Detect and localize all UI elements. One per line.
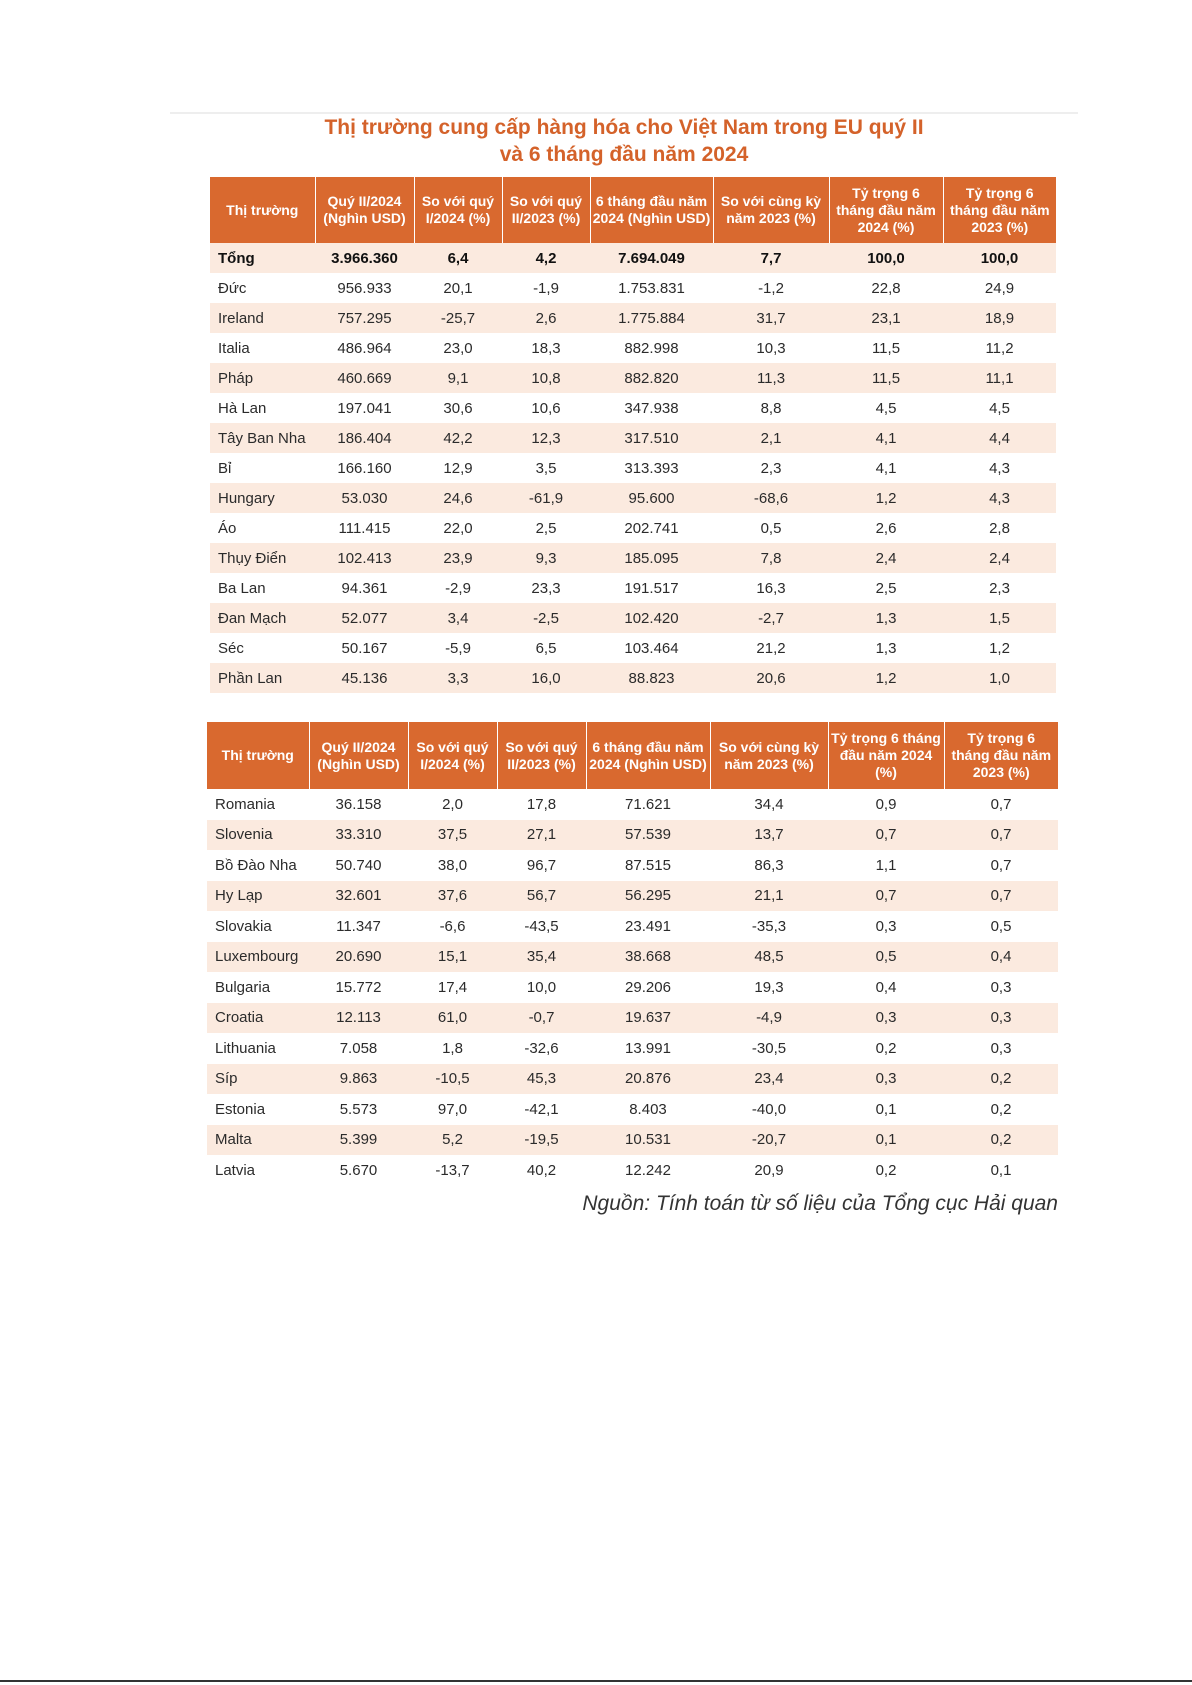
table-row — [210, 663, 1056, 693]
value-cell: 111.415 — [338, 519, 391, 537]
value-cell: 10,8 — [502, 363, 590, 393]
value-cell: 33.310 — [309, 820, 408, 851]
value-cell: 0,3 — [990, 1039, 1012, 1057]
table-row — [207, 1064, 1058, 1095]
value-cell: 42,2 — [414, 423, 502, 453]
value-cell: 8,8 — [760, 399, 782, 417]
value-cell: 36.158 — [335, 795, 382, 813]
market-name-cell: Slovenia — [207, 820, 309, 851]
value-cell: 11.347 — [336, 917, 381, 935]
value-cell: 1,2 — [829, 483, 943, 513]
value-cell: 5.573 — [339, 1100, 378, 1118]
value-cell: 13,7 — [710, 820, 828, 851]
table-row — [210, 633, 1056, 663]
col-header-vs-same-period-2023: So với cùng kỳ năm 2023 (%) — [713, 177, 829, 243]
value-cell: 35,4 — [497, 942, 586, 973]
market-name-cell: Áo — [218, 519, 237, 537]
value-cell: 4,4 — [943, 423, 1056, 453]
value-cell: -2,7 — [713, 603, 829, 633]
value-cell: 32.601 — [309, 881, 408, 912]
value-cell: 0,5 — [990, 917, 1012, 935]
value-cell: -5,9 — [445, 639, 471, 657]
value-cell: 21,1 — [710, 881, 828, 912]
value-cell: 53.030 — [315, 483, 414, 513]
table-row — [207, 850, 1058, 881]
value-cell: 757.295 — [315, 303, 414, 333]
value-cell: 2,3 — [989, 579, 1010, 597]
title-line-1: Thị trường cung cấp hàng hóa cho Việt Nam trong EU quý II — [324, 116, 924, 139]
value-cell: 20,9 — [754, 1161, 784, 1179]
value-cell: 29.206 — [625, 978, 671, 996]
value-cell: 5.670 — [339, 1161, 378, 1179]
col-header-share-2024: Tỷ trọng 6 tháng đầu năm 2024 (%) — [829, 177, 943, 243]
value-cell: 0,3 — [990, 978, 1012, 996]
table-row — [210, 423, 1056, 453]
value-cell: 18,9 — [943, 303, 1056, 333]
value-cell: 1,3 — [875, 639, 897, 657]
value-cell: -61,9 — [502, 483, 590, 513]
value-cell: 2,3 — [760, 459, 782, 477]
value-cell: 37,6 — [408, 881, 497, 912]
value-cell: 23,3 — [531, 579, 561, 597]
value-cell: 2,4 — [829, 543, 943, 573]
col-header-share-2023: Tỷ trọng 6 tháng đầu năm 2023 (%) — [944, 722, 1058, 789]
col-header-market: Thị trường — [210, 177, 315, 243]
value-cell: 7.058 — [339, 1039, 378, 1057]
value-cell: 460.669 — [315, 363, 414, 393]
market-name-cell: Italia — [218, 339, 250, 357]
table-row — [210, 513, 1056, 543]
value-cell: 0,2 — [875, 1161, 897, 1179]
value-cell: -25,7 — [414, 303, 502, 333]
bottom-rule — [0, 1680, 1192, 1682]
value-cell: 3,5 — [535, 459, 557, 477]
value-cell: 37,5 — [408, 820, 497, 851]
value-cell: 97,0 — [437, 1100, 468, 1118]
market-name-cell: Ireland — [210, 303, 315, 333]
value-cell: 1.753.831 — [618, 279, 685, 297]
value-cell: 1,1 — [875, 856, 897, 874]
value-cell: 22,8 — [871, 279, 901, 297]
value-cell: -0,7 — [497, 1003, 586, 1034]
value-cell: 1,5 — [943, 603, 1056, 633]
value-cell: 882.998 — [624, 339, 679, 357]
value-cell: 166.160 — [337, 459, 392, 477]
market-name-cell: Hy Lạp — [207, 881, 309, 912]
value-cell: 0,7 — [990, 795, 1012, 813]
table-row — [210, 573, 1056, 603]
value-cell: 56,7 — [497, 881, 586, 912]
market-name-cell: Luxembourg — [207, 942, 309, 973]
value-cell: -10,5 — [408, 1064, 497, 1095]
market-name-cell: Bồ Đào Nha — [215, 856, 297, 874]
table-row — [210, 453, 1056, 483]
value-cell: 50.740 — [335, 856, 382, 874]
value-cell: 10,6 — [531, 399, 561, 417]
col-header-vs-q2-2023: So với quý II/2023 (%) — [502, 177, 590, 243]
value-cell: 1,2 — [829, 663, 943, 693]
value-cell: 317.510 — [590, 423, 713, 453]
market-name-cell: Latvia — [215, 1161, 256, 1179]
market-name-cell: Hà Lan — [218, 399, 267, 417]
value-cell: 11,5 — [871, 339, 901, 357]
col-header-vs-q2-2023: So với quý II/2023 (%) — [497, 722, 586, 789]
market-name-cell: Bỉ — [218, 459, 232, 477]
value-cell: 102.420 — [590, 603, 713, 633]
table-row — [207, 1155, 1058, 1186]
value-cell: 0,7 — [828, 820, 944, 851]
value-cell: 18,3 — [531, 339, 561, 357]
value-cell: 20.876 — [586, 1064, 710, 1095]
value-cell: 11,2 — [985, 339, 1014, 357]
col-header-q2-2024: Quý II/2024 (Nghìn USD) — [315, 177, 414, 243]
value-cell: -35,3 — [751, 917, 787, 935]
table-row — [207, 1125, 1058, 1156]
value-cell: 8.403 — [629, 1100, 667, 1118]
value-cell: 10.531 — [586, 1125, 710, 1156]
value-cell: 7.694.049 — [590, 243, 713, 273]
value-cell: 1,8 — [442, 1039, 463, 1057]
value-cell: 56.295 — [586, 881, 710, 912]
market-name-cell: Croatia — [207, 1003, 309, 1034]
value-cell: 0,7 — [990, 856, 1012, 874]
value-cell: 5.399 — [309, 1125, 408, 1156]
value-cell: 103.464 — [624, 639, 679, 657]
value-cell: 9.863 — [309, 1064, 408, 1095]
value-cell: 61,0 — [408, 1003, 497, 1034]
col-header-6m-2024: 6 tháng đầu năm 2024 (Nghìn USD) — [590, 177, 713, 243]
value-cell: 9,3 — [502, 543, 590, 573]
table-row — [207, 789, 1058, 820]
value-cell: 202.741 — [624, 519, 679, 537]
value-cell: 12,3 — [502, 423, 590, 453]
value-cell: 0,1 — [828, 1125, 944, 1156]
value-cell: -19,5 — [497, 1125, 586, 1156]
value-cell: 23,4 — [710, 1064, 828, 1095]
value-cell: 0,5 — [760, 519, 782, 537]
value-cell: 24,6 — [414, 483, 502, 513]
value-cell: 0,1 — [990, 1161, 1012, 1179]
value-cell: 0,3 — [828, 1064, 944, 1095]
value-cell: -6,6 — [439, 917, 466, 935]
value-cell: 486.964 — [337, 339, 392, 357]
value-cell: 94.361 — [341, 579, 388, 597]
table-row — [210, 543, 1056, 573]
market-name-cell: Tây Ban Nha — [210, 423, 315, 453]
value-cell: 0,3 — [875, 917, 897, 935]
col-header-vs-same-period-2023: So với cùng kỳ năm 2023 (%) — [710, 722, 828, 789]
table-row — [207, 911, 1058, 942]
value-cell: 197.041 — [337, 399, 392, 417]
value-cell: -42,1 — [524, 1100, 559, 1118]
table-row — [207, 1033, 1058, 1064]
value-cell: 3.966.360 — [315, 243, 414, 273]
value-cell: 20,1 — [443, 279, 473, 297]
value-cell: 57.539 — [586, 820, 710, 851]
table-header-row — [207, 722, 1058, 789]
value-cell: -20,7 — [710, 1125, 828, 1156]
market-table-1 — [210, 177, 1056, 693]
value-cell: 2,4 — [943, 543, 1056, 573]
value-cell: 20,6 — [713, 663, 829, 693]
table-header-row — [210, 177, 1056, 243]
market-name-cell: Bulgaria — [215, 978, 271, 996]
value-cell: -2,9 — [445, 579, 471, 597]
value-cell: 12.113 — [309, 1003, 408, 1034]
market-name-cell: Thụy Điển — [210, 543, 315, 573]
value-cell: -32,6 — [524, 1039, 559, 1057]
value-cell: 17,4 — [437, 978, 468, 996]
value-cell: 38.668 — [586, 942, 710, 973]
table-row — [207, 820, 1058, 851]
value-cell: 87.515 — [625, 856, 671, 874]
value-cell: 3,3 — [414, 663, 502, 693]
value-cell: 4,1 — [829, 423, 943, 453]
col-header-share-2023: Tỷ trọng 6 tháng đầu năm 2023 (%) — [943, 177, 1056, 243]
col-header-vs-q1-2024: So với quý I/2024 (%) — [414, 177, 502, 243]
value-cell: 347.938 — [624, 399, 679, 417]
value-cell: -1,2 — [758, 279, 784, 297]
table-row — [210, 363, 1056, 393]
value-cell: 16,0 — [502, 663, 590, 693]
value-cell: 1,2 — [989, 639, 1010, 657]
value-cell: 4,5 — [875, 399, 897, 417]
value-cell: 102.413 — [315, 543, 414, 573]
value-cell: 0,7 — [828, 881, 944, 912]
value-cell: 2,1 — [713, 423, 829, 453]
value-cell: 4,1 — [875, 459, 897, 477]
value-cell: -43,5 — [524, 917, 559, 935]
value-cell: 186.404 — [315, 423, 414, 453]
value-cell: 10,0 — [526, 978, 557, 996]
value-cell: 4,2 — [502, 243, 590, 273]
value-cell: 0,2 — [990, 1100, 1012, 1118]
value-cell: 40,2 — [526, 1161, 557, 1179]
value-cell: 0,2 — [944, 1125, 1058, 1156]
value-cell: 30,6 — [443, 399, 473, 417]
value-cell: 20.690 — [309, 942, 408, 973]
value-cell: 2,6 — [502, 303, 590, 333]
table-row — [210, 243, 1056, 273]
value-cell: 1.775.884 — [590, 303, 713, 333]
value-cell: 22,0 — [443, 519, 473, 537]
table-row — [207, 1003, 1058, 1034]
value-cell: 956.933 — [337, 279, 392, 297]
market-name-cell: Ba Lan — [218, 579, 266, 597]
table-row — [207, 1094, 1058, 1125]
value-cell: 71.621 — [625, 795, 671, 813]
value-cell: 16,3 — [756, 579, 786, 597]
value-cell: 1,0 — [943, 663, 1056, 693]
market-name-cell: Estonia — [215, 1100, 266, 1118]
market-name-cell: Tổng — [210, 243, 315, 273]
market-name-cell: Séc — [218, 639, 244, 657]
value-cell: 48,5 — [710, 942, 828, 973]
value-cell: 6,5 — [535, 639, 557, 657]
table-row — [210, 603, 1056, 633]
value-cell: 0,7 — [944, 881, 1058, 912]
value-cell: 24,9 — [984, 279, 1015, 297]
value-cell: 1,3 — [829, 603, 943, 633]
value-cell: 0,4 — [944, 942, 1058, 973]
page-title — [170, 114, 1078, 168]
value-cell: 0,5 — [828, 942, 944, 973]
value-cell: 21,2 — [756, 639, 786, 657]
value-cell: 882.820 — [590, 363, 713, 393]
market-name-cell: Slovakia — [215, 917, 272, 935]
value-cell: 45.136 — [315, 663, 414, 693]
value-cell: 4,3 — [989, 459, 1010, 477]
table-row — [207, 942, 1058, 973]
value-cell: 0,3 — [944, 1003, 1058, 1034]
value-cell: 11,3 — [713, 363, 829, 393]
value-cell: 4,5 — [989, 399, 1010, 417]
value-cell: 2,8 — [989, 519, 1010, 537]
value-cell: 2,6 — [875, 519, 897, 537]
market-name-cell: Síp — [207, 1064, 309, 1095]
value-cell: 27,1 — [497, 820, 586, 851]
value-cell: 0,3 — [828, 1003, 944, 1034]
value-cell: 52.077 — [315, 603, 414, 633]
col-header-vs-q1-2024: So với quý I/2024 (%) — [408, 722, 497, 789]
table-row — [210, 483, 1056, 513]
value-cell: 19.637 — [586, 1003, 710, 1034]
value-cell: 2,0 — [442, 795, 463, 813]
col-header-market: Thị trường — [207, 722, 309, 789]
value-cell: 0,2 — [944, 1064, 1058, 1095]
col-header-6m-2024: 6 tháng đầu năm 2024 (Nghìn USD) — [586, 722, 710, 789]
value-cell: 19,3 — [754, 978, 784, 996]
value-cell: 100,0 — [943, 243, 1056, 273]
value-cell: 15.772 — [335, 978, 382, 996]
value-cell: 45,3 — [497, 1064, 586, 1095]
value-cell: -2,5 — [502, 603, 590, 633]
table-row — [210, 273, 1056, 303]
value-cell: 23,1 — [829, 303, 943, 333]
value-cell: 2,5 — [875, 579, 897, 597]
value-cell: 95.600 — [590, 483, 713, 513]
value-cell: 23.491 — [625, 917, 671, 935]
value-cell: 88.823 — [590, 663, 713, 693]
value-cell: 96,7 — [526, 856, 557, 874]
value-cell: 0,2 — [875, 1039, 897, 1057]
market-name-cell: Phần Lan — [210, 663, 315, 693]
table-row — [210, 333, 1056, 363]
value-cell: 185.095 — [590, 543, 713, 573]
value-cell: 11,1 — [943, 363, 1056, 393]
col-header-q2-2024: Quý II/2024 (Nghìn USD) — [309, 722, 408, 789]
value-cell: 4,3 — [943, 483, 1056, 513]
value-cell: 2,5 — [535, 519, 557, 537]
value-cell: 23,0 — [443, 339, 473, 357]
value-cell: 6,4 — [414, 243, 502, 273]
value-cell: 13.991 — [625, 1039, 671, 1057]
value-cell: 3,4 — [414, 603, 502, 633]
value-cell: 313.393 — [624, 459, 679, 477]
value-cell: 7,7 — [713, 243, 829, 273]
value-cell: 10,3 — [756, 339, 786, 357]
value-cell: 0,1 — [875, 1100, 897, 1118]
value-cell: -1,9 — [533, 279, 559, 297]
value-cell: 191.517 — [624, 579, 679, 597]
market-name-cell: Đan Mạch — [210, 603, 315, 633]
table-row — [207, 881, 1058, 912]
value-cell: -30,5 — [751, 1039, 787, 1057]
value-cell: 0,9 — [875, 795, 897, 813]
market-table-2 — [207, 722, 1058, 1186]
value-cell: 23,9 — [414, 543, 502, 573]
col-header-share-2024: Tỷ trọng 6 tháng đầu năm 2024 (%) — [828, 722, 944, 789]
value-cell: -40,0 — [751, 1100, 787, 1118]
value-cell: 50.167 — [341, 639, 388, 657]
market-name-cell: Romania — [215, 795, 276, 813]
value-cell: -4,9 — [710, 1003, 828, 1034]
table-row — [210, 303, 1056, 333]
value-cell: 100,0 — [829, 243, 943, 273]
market-name-cell: Đức — [218, 279, 247, 297]
value-cell: -68,6 — [713, 483, 829, 513]
value-cell: 38,0 — [437, 856, 468, 874]
market-name-cell: Pháp — [210, 363, 315, 393]
table-row — [210, 393, 1056, 423]
value-cell: 34,4 — [754, 795, 784, 813]
value-cell: 12.242 — [625, 1161, 671, 1179]
value-cell: 12,9 — [443, 459, 473, 477]
source-note: Nguồn: Tính toán từ số liệu của Tổng cục Hải quan — [582, 1192, 1058, 1215]
value-cell: 5,2 — [408, 1125, 497, 1156]
title-line-2: và 6 tháng đầu năm 2024 — [499, 143, 749, 166]
value-cell: 7,8 — [713, 543, 829, 573]
table-row — [207, 972, 1058, 1003]
market-name-cell: Malta — [207, 1125, 309, 1156]
value-cell: 31,7 — [713, 303, 829, 333]
value-cell: -13,7 — [435, 1161, 470, 1179]
value-cell: 86,3 — [754, 856, 784, 874]
market-name-cell: Hungary — [210, 483, 315, 513]
value-cell: 0,4 — [875, 978, 897, 996]
value-cell: 15,1 — [408, 942, 497, 973]
value-cell: 17,8 — [526, 795, 557, 813]
value-cell: 11,5 — [829, 363, 943, 393]
value-cell: 0,7 — [944, 820, 1058, 851]
value-cell: 9,1 — [414, 363, 502, 393]
market-name-cell: Lithuania — [215, 1039, 276, 1057]
